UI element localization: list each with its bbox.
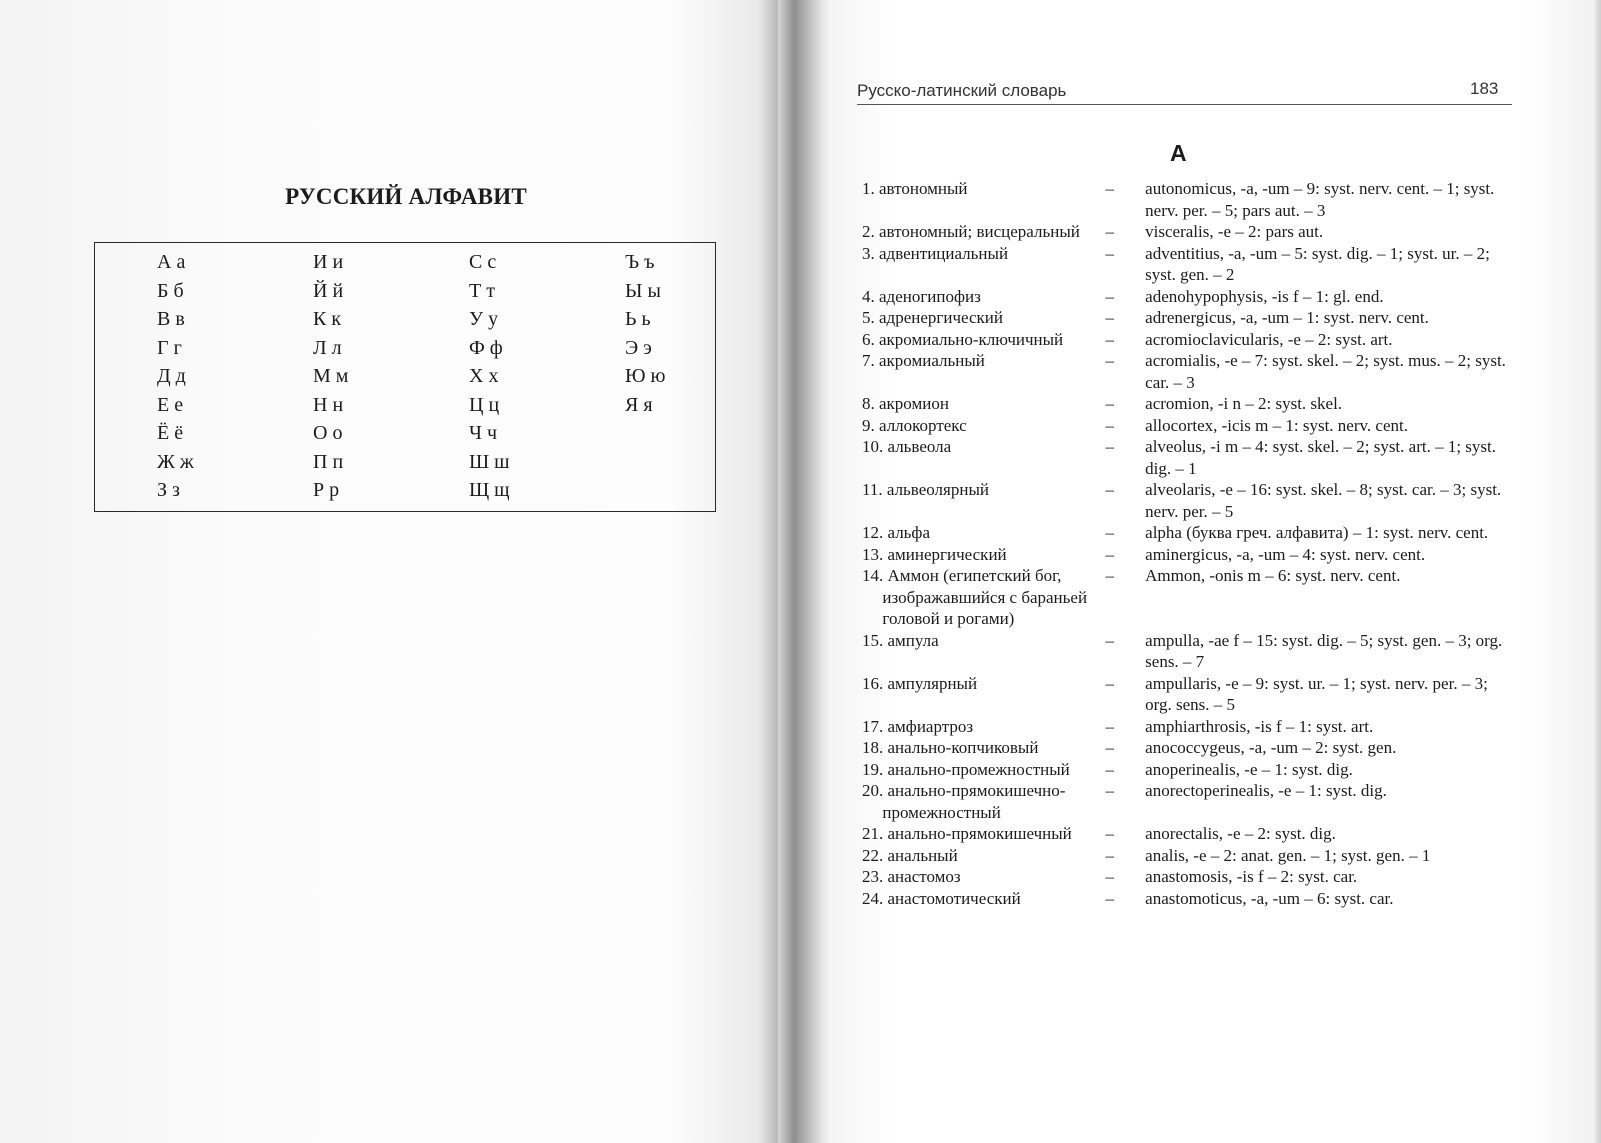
russian-term: 9. аллокортекс (862, 415, 967, 435)
entry-dash: – (1105, 781, 1114, 800)
latin-term: anococcygeus, -a, -um – 2: syst. gen. (1145, 738, 1397, 757)
letter-pair: Ь ь (625, 308, 651, 330)
dictionary-entry (862, 436, 1517, 479)
entry-dash: – (1105, 222, 1114, 241)
dictionary-entry (862, 243, 1517, 286)
dictionary-entry (862, 329, 1517, 351)
russian-term: 18. анально-копчиковый (862, 738, 1039, 757)
latin-term: anoperinealis, -e – 1: syst. dig. (1145, 759, 1353, 779)
russian-term: 17. амфиартроз (862, 716, 974, 736)
russian-term: 4. аденогипофиз (862, 286, 981, 306)
dictionary-entry (862, 673, 1517, 716)
header-rule (857, 104, 1512, 105)
entry-dash: – (1105, 523, 1114, 542)
latin-term: anorectalis, -e – 2: syst. dig. (1145, 824, 1336, 843)
dictionary-entry (862, 415, 1517, 437)
letter-pair: Д д (157, 365, 186, 387)
dictionary-entry (862, 522, 1517, 544)
entry-dash: – (1105, 394, 1114, 413)
dictionary-entry (862, 759, 1517, 781)
running-head: Русско-латинский словарь (857, 81, 1067, 100)
entry-dash: – (1105, 566, 1114, 585)
left-page (0, 0, 790, 1143)
latin-term: amphiarthrosis, -is f – 1: syst. art. (1145, 716, 1374, 736)
russian-term: 6. акромиально-ключичный (862, 329, 1064, 349)
entry-dash: – (1105, 673, 1114, 693)
dictionary-entry (862, 737, 1517, 759)
letter-pair: Ё ё (157, 422, 184, 444)
russian-term: 2. автономный; висцеральный (862, 222, 1080, 241)
letter-pair: Ш ш (469, 450, 510, 473)
russian-term: 16. ампулярный (862, 673, 978, 693)
letter-pair: Э э (625, 336, 652, 359)
dictionary-entry (862, 479, 1517, 522)
letter-pair: И и (313, 251, 344, 273)
latin-term: adventitius, -a, -um – 5: syst. dig. – 1; syst. ur. – 2; syst. gen. – 2 (1145, 243, 1490, 284)
russian-term: 14. Аммон (египетский бог, изображавшийся с бараньей головой и рогами) (862, 566, 1088, 628)
letter-pair: Я я (625, 393, 653, 416)
dictionary-entry (862, 823, 1517, 845)
letter-pair: Е е (157, 393, 184, 416)
entry-dash: – (1105, 329, 1114, 349)
letter-pair: Н н (313, 393, 344, 416)
dictionary-entry (862, 286, 1517, 308)
letter-pair: Ц ц (469, 393, 500, 416)
entry-dash: – (1105, 845, 1114, 865)
russian-term: 21. анально-прямокишечный (862, 824, 1072, 843)
latin-term: ampulla, -ae f – 15: syst. dig. – 5; syst. gen. – 3; org. sens. – 7 (1145, 630, 1503, 671)
book-gutter (778, 0, 832, 1143)
latin-term: alveolaris, -e – 16: syst. skel. – 8; syst. car. – 3; syst. nerv. per. – 5 (1145, 480, 1502, 521)
latin-term: anastomosis, -is f – 2: syst. car. (1145, 867, 1358, 886)
letter-pair: Ъ ъ (625, 251, 655, 273)
entry-dash: – (1105, 179, 1114, 198)
entry-dash: – (1105, 544, 1114, 564)
russian-term: 1. автономный (862, 179, 968, 198)
dictionary-entry (862, 544, 1517, 566)
page-edge (1595, 0, 1601, 1143)
entry-dash: – (1105, 888, 1114, 908)
russian-term: 20. анально-прямокишечно-промежностный (862, 781, 1066, 822)
dictionary-entry (862, 307, 1517, 329)
entry-dash: – (1105, 243, 1114, 263)
latin-term: Ammon, -onis m – 6: syst. nerv. cent. (1145, 566, 1401, 585)
dictionary-entry (862, 888, 1517, 910)
latin-term: acromialis, -e – 7: syst. skel. – 2; syst. mus. – 2; syst. car. – 3 (1145, 351, 1506, 392)
dictionary-entry (862, 716, 1517, 738)
letter-pair: Щ щ (469, 479, 510, 501)
letter-pair: К к (313, 308, 342, 330)
latin-term: acromioclavicularis, -e – 2: syst. art. (1145, 329, 1393, 349)
latin-term: alpha (буква греч. алфавита) – 1: syst. nerv. cent. (1145, 523, 1489, 542)
dictionary-entry (862, 350, 1517, 393)
latin-term: autonomicus, -a, -um – 9: syst. nerv. cent. – 1; syst. nerv. per. – 5; pars aut. – 3 (1145, 179, 1495, 220)
latin-term: anastomoticus, -a, -um – 6: syst. car. (1145, 888, 1394, 908)
dictionary-entry (862, 565, 1517, 630)
russian-term: 11. альвеолярный (862, 480, 989, 499)
letter-pair: Т т (469, 279, 495, 302)
letter-pair: У у (469, 308, 499, 330)
russian-term: 22. анальный (862, 845, 958, 865)
entry-dash: – (1105, 308, 1114, 327)
dictionary-entry (862, 845, 1517, 867)
entry-dash: – (1105, 480, 1114, 499)
letter-pair: С с (469, 251, 497, 273)
dictionary-entry (862, 178, 1517, 221)
latin-term: adrenergicus, -a, -um – 1: syst. nerv. cent. (1145, 308, 1429, 327)
letter-pair: П п (313, 450, 344, 473)
latin-term: adenohypophysis, -is f – 1: gl. end. (1145, 286, 1384, 306)
dictionary-entry (862, 393, 1517, 415)
letter-pair: Л л (313, 336, 342, 359)
letter-pair: Х х (469, 365, 499, 387)
section-letter: А (1170, 140, 1187, 166)
dictionary-entries (862, 178, 1517, 909)
entry-dash: – (1105, 824, 1114, 843)
alphabet-title: РУССКИЙ АЛФАВИТ (285, 184, 527, 209)
russian-term: 12. альфа (862, 523, 930, 542)
entry-dash: – (1105, 351, 1114, 370)
russian-term: 13. аминергический (862, 544, 1007, 564)
russian-term: 23. анастомоз (862, 867, 961, 886)
letter-pair: Б б (157, 279, 184, 302)
entry-dash: – (1105, 759, 1114, 779)
dictionary-entry (862, 780, 1517, 823)
entry-dash: – (1105, 437, 1114, 456)
russian-term: 3. адвентициальный (862, 243, 1009, 263)
entry-dash: – (1105, 630, 1114, 650)
alphabet-column-2 (313, 248, 348, 505)
latin-term: allocortex, -icis m – 1: syst. nerv. cent. (1145, 415, 1408, 435)
letter-pair: Ю ю (625, 365, 666, 387)
latin-term: alveolus, -i m – 4: syst. skel. – 2; syst. art. – 1; syst. dig. – 1 (1145, 437, 1497, 478)
letter-pair: Й й (313, 279, 344, 302)
russian-term: 7. акромиальный (862, 351, 985, 370)
entry-dash: – (1105, 716, 1114, 736)
russian-term: 24. анастомотический (862, 888, 1021, 908)
letter-pair: О о (313, 422, 343, 444)
letter-pair: Ч ч (469, 422, 498, 444)
letter-pair: Ф ф (469, 336, 503, 359)
latin-term: analis, -e – 2: anat. gen. – 1; syst. gen. – 1 (1145, 845, 1431, 865)
alphabet-column-3 (469, 248, 510, 505)
russian-term: 15. ампула (862, 630, 939, 650)
letter-pair: М м (313, 365, 349, 387)
alphabet-column-1 (157, 248, 194, 505)
latin-term: acromion, -i n – 2: syst. skel. (1145, 394, 1343, 413)
entry-dash: – (1105, 738, 1114, 757)
russian-term: 8. акромион (862, 394, 949, 413)
letter-pair: Ы ы (625, 279, 661, 302)
letter-pair: В в (157, 308, 185, 330)
russian-term: 19. анально-промежностный (862, 759, 1070, 779)
dictionary-entry (862, 866, 1517, 888)
latin-term: anorectoperinealis, -e – 1: syst. dig. (1145, 781, 1387, 800)
dictionary-entry (862, 221, 1517, 243)
alphabet-column-4 (625, 248, 666, 419)
latin-term: ampullaris, -e – 9: syst. ur. – 1; syst. nerv. per. – 3; org. sens. – 5 (1145, 673, 1488, 714)
letter-pair: Ж ж (157, 450, 194, 473)
russian-term: 10. альвеола (862, 437, 952, 456)
latin-term: aminergicus, -a, -um – 4: syst. nerv. cent. (1145, 544, 1426, 564)
page-number: 183 (1470, 79, 1499, 98)
alphabet-table (94, 242, 716, 512)
entry-dash: – (1105, 286, 1114, 306)
entry-dash: – (1105, 415, 1114, 435)
latin-term: visceralis, -e – 2: pars aut. (1145, 222, 1324, 241)
dictionary-entry (862, 630, 1517, 673)
letter-pair: З з (157, 479, 180, 501)
letter-pair: Г г (157, 336, 182, 359)
letter-pair: Р р (313, 479, 340, 501)
letter-pair: А а (157, 251, 186, 273)
russian-term: 5. адренергический (862, 308, 1003, 327)
entry-dash: – (1105, 867, 1114, 886)
